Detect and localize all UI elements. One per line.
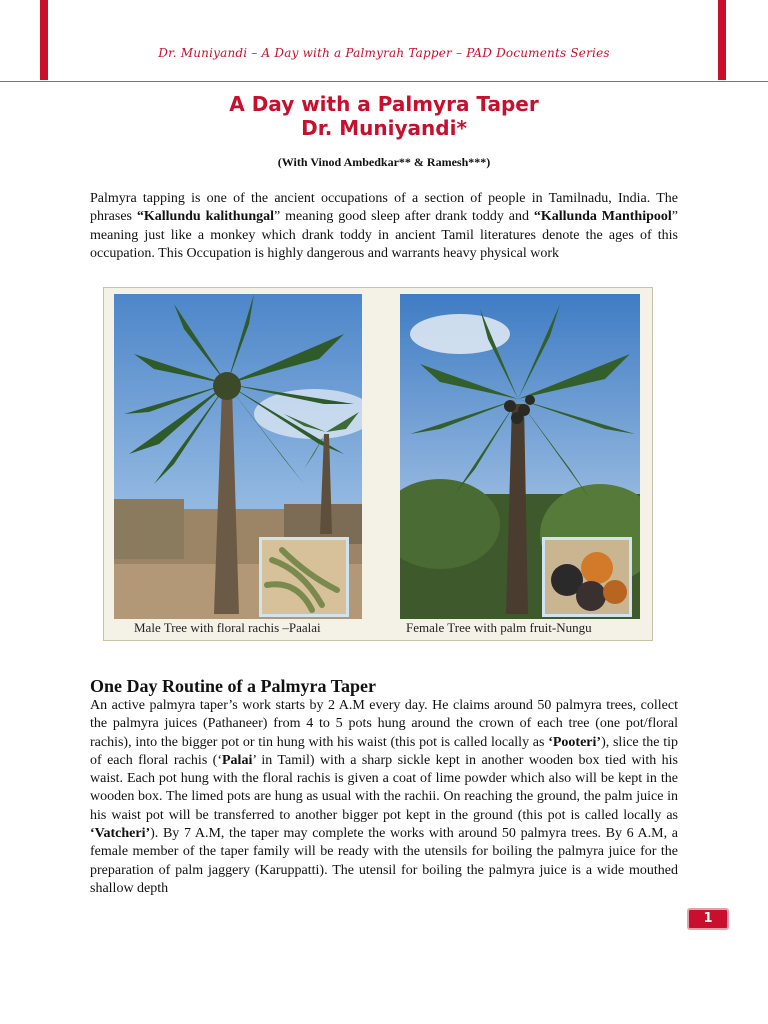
running-header: Dr. Muniyandi – A Day with a Palmyrah Tapper – PAD Documents Series (158, 46, 610, 60)
co-authors: (With Vinod Ambedkar** & Ramesh***) (277, 155, 491, 169)
left-red-bar (40, 0, 48, 80)
palm-figure (103, 287, 653, 641)
male-tree-photo (114, 294, 362, 619)
routine-text-4: ). By 7 A.M, the taper may complete the works with around 50 palmyra trees. By 6 A.M, a female member of the taper family will be ready with the utensils for boiling the palmyra juice for the preparation of palm jaggery (Karuppatti). The utensil for boiling the palmyra juice is a wide mouthed shallow depth (90, 826, 678, 896)
routine-text-3: ’ in Tamil) with a sharp sickle kept in another wooden box tied with his waist. Each pot hung with the floral rachis is given a coat of lime powder which also will be kept in the wooden box. The limed pots are hung as usual with the rachii. On reaching the ground, the palm juice in his waist pot will be transferred to another bigger pot kept in the ground (this pot is called locally as (90, 752, 678, 823)
term-vatcheri: ‘Vatcheri’ (90, 826, 151, 842)
document-title (0, 92, 768, 140)
intro-paragraph (90, 190, 678, 263)
female-tree-photo (400, 294, 640, 619)
page-number: 1 (687, 908, 729, 930)
phrase-kallunda: “Kallunda Manthipool (533, 209, 672, 225)
term-palai: Palai (222, 752, 253, 768)
routine-text-2: ), slice the tip of each floral rachis (‘ (90, 734, 678, 768)
header-rule (0, 81, 768, 82)
caption-male-tree: Male Tree with floral rachis –Paalai (134, 620, 321, 635)
caption-female-tree: Female Tree with palm fruit-Nungu (406, 620, 592, 635)
right-red-bar (718, 0, 726, 80)
phrase-kallundu: “Kallundu kalithungal (136, 209, 275, 225)
title-line-1: A Day with a Palmyra Taper (229, 92, 539, 116)
palm-fruit-inset (542, 537, 632, 617)
intro-text-1: Palmyra tapping is one of the ancient occupations of a section of people in Tamilnadu, India. The phrases (90, 191, 678, 225)
floral-rachis-inset (259, 537, 349, 617)
intro-text-2: ” meaning good sleep after drank toddy and (274, 209, 534, 225)
routine-paragraph (90, 697, 678, 898)
intro-text-3: ” meaning just like a monkey which drank toddy in ancient Tamil literatures denote the ages of this occupation. This Occupation is highly dangerous and warrants heavy physical work (90, 209, 678, 261)
title-author: Dr. Muniyandi* (301, 116, 467, 140)
routine-text-1: An active palmyra taper’s work starts by 2 A.M every day. He claims around 50 palmyra trees, collect the palmyra juices (Pathaneer) from 4 to 5 pots hung around the crown of each tree (one pot/floral rachis), into the bigger pot or tin hung with his waist (this pot is called locally as (90, 698, 678, 750)
term-pooteri: ‘Pooteri’ (548, 734, 602, 750)
section-heading: One Day Routine of a Palmyra Taper (90, 676, 376, 696)
